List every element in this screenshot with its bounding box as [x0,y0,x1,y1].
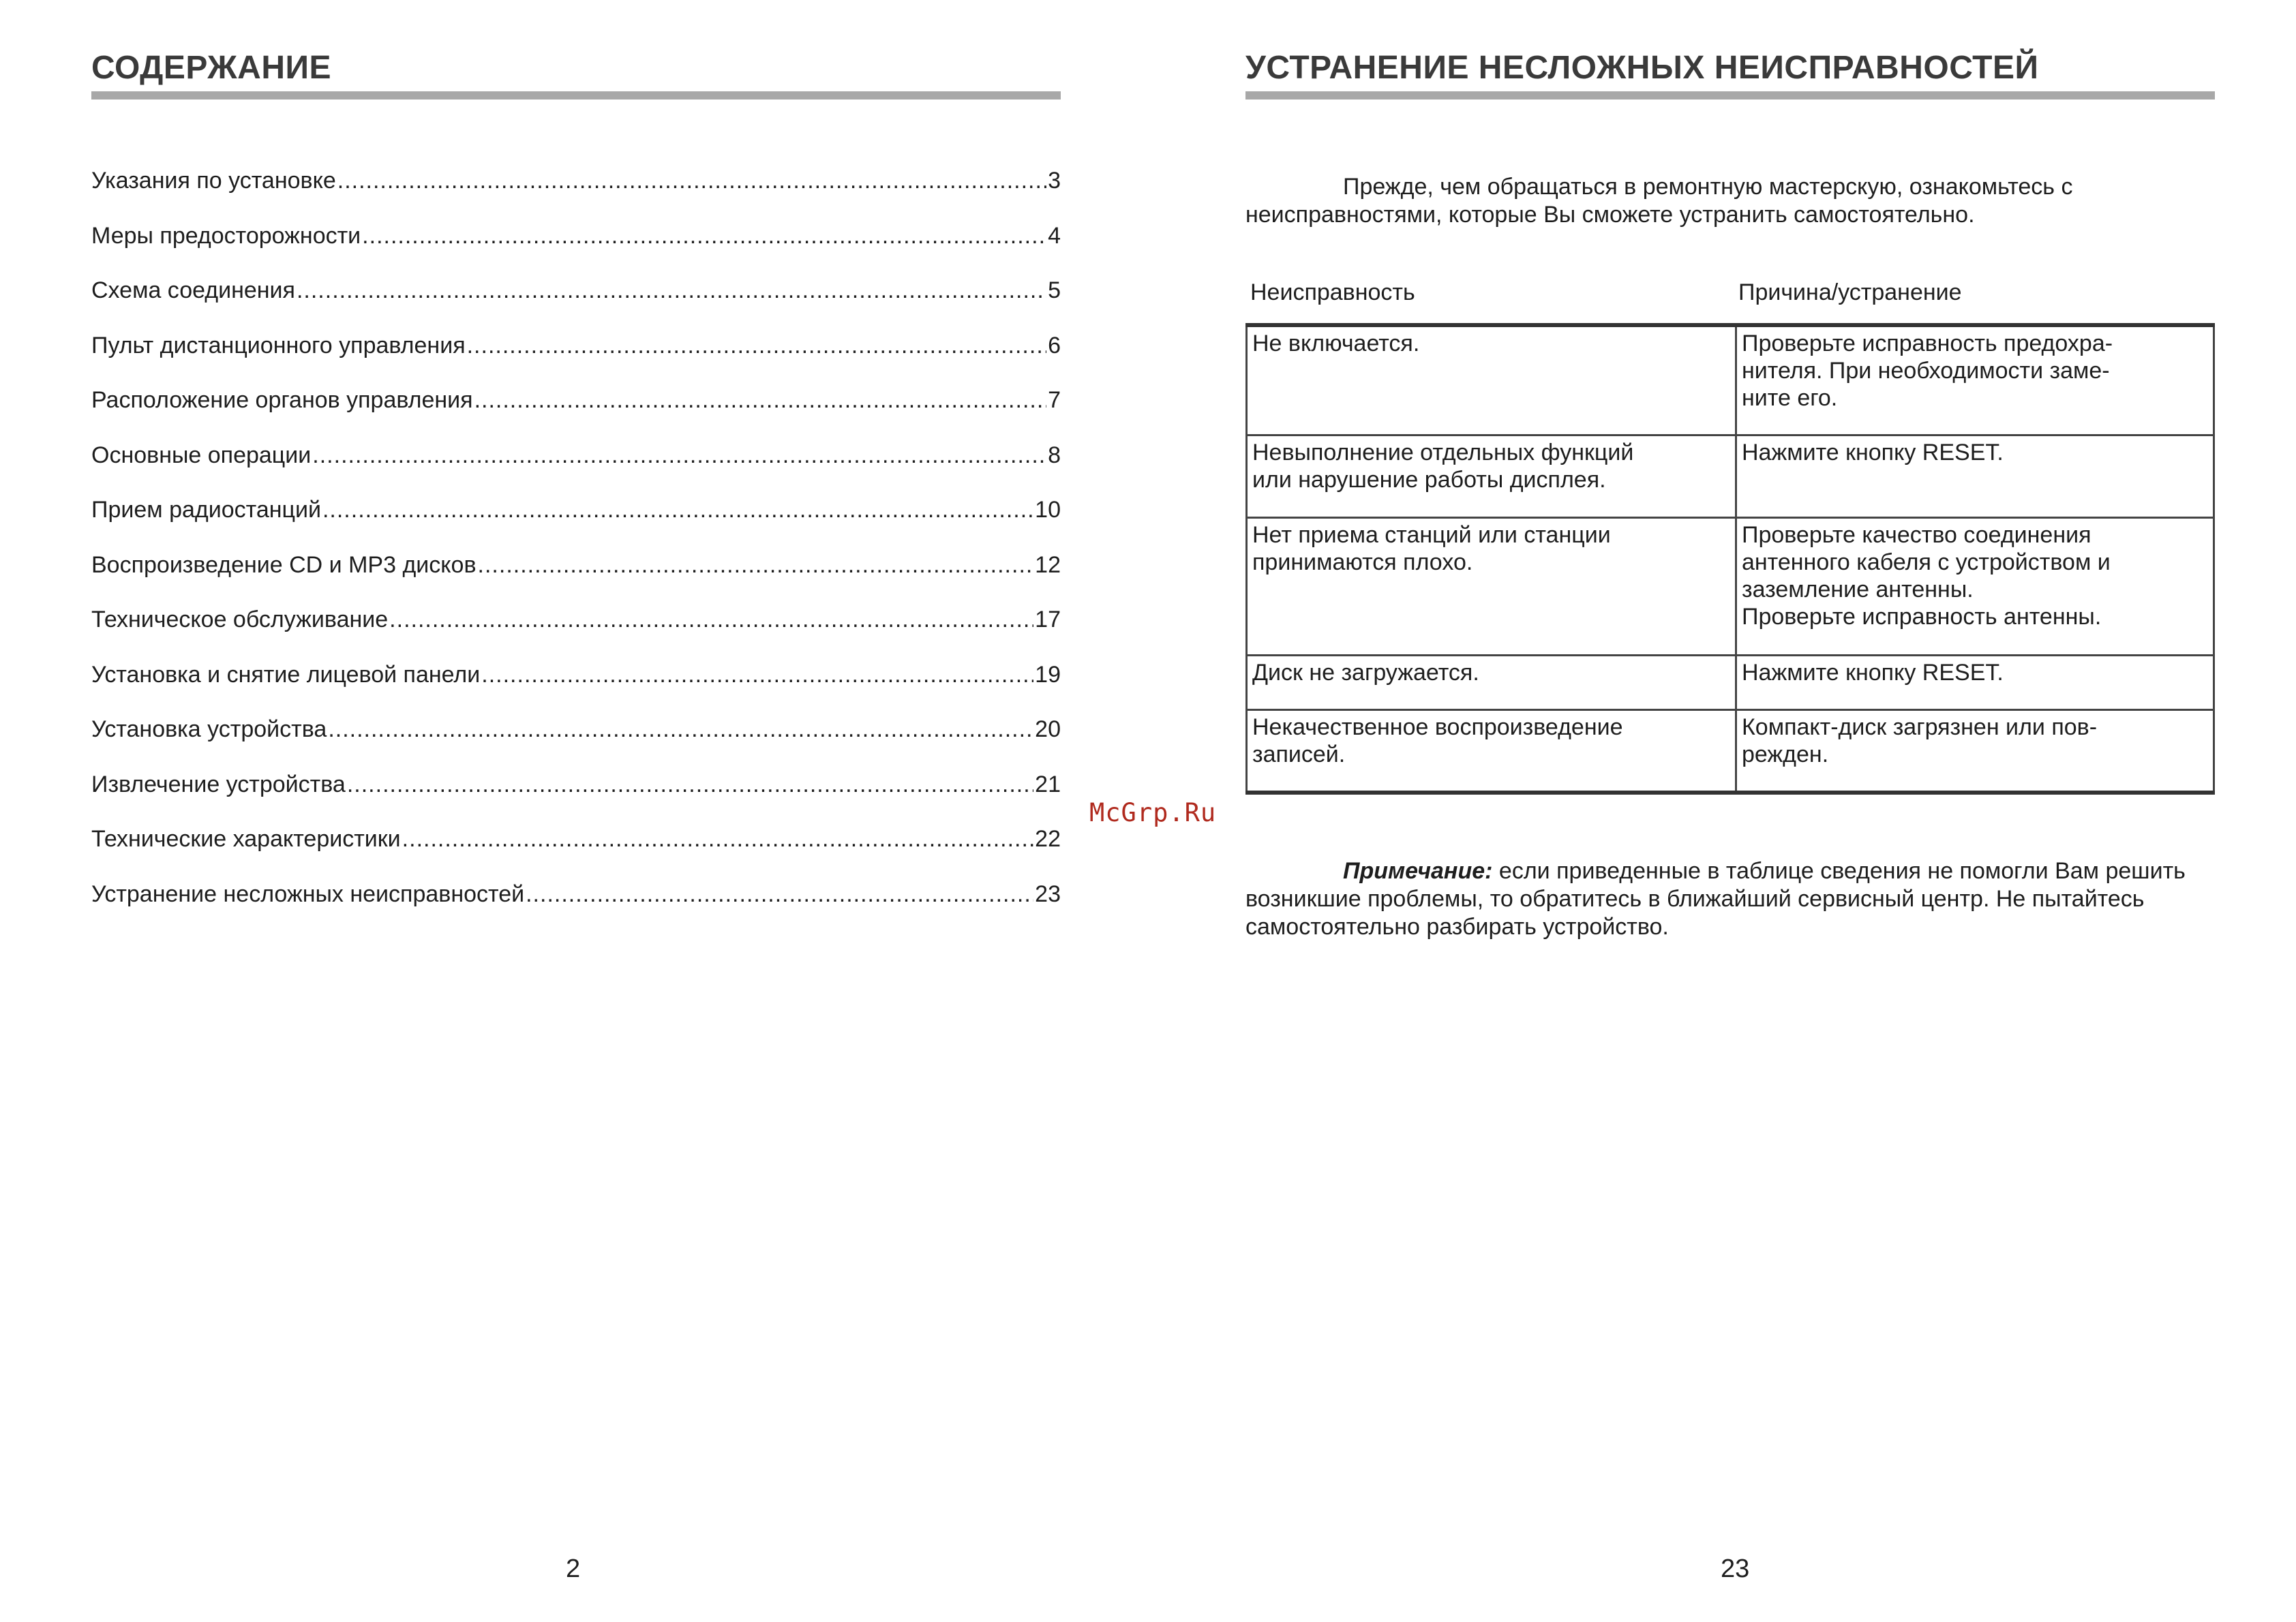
cause-cell [1736,435,2214,517]
toc-leader [328,716,1033,743]
cause-cell [1736,709,2214,793]
toc-title: Основные операции [91,442,312,468]
cell-line: Проверьте исправность предохра- [1742,331,2113,356]
watermark: McGrp.Ru [1089,798,1217,827]
cell-line: Компакт-диск загрязнен или пов- [1742,714,2098,740]
toc-leader [297,277,1046,304]
heading-rule [91,91,1061,100]
toc-item[interactable] [91,662,1061,717]
cell-line: Невыполнение отдельных функций [1252,439,1634,465]
toc-list [91,168,1061,936]
table-row [1247,655,2214,709]
toc-item[interactable] [91,826,1061,881]
table-row [1247,517,2214,655]
toc-page-number: 21 [1035,771,1061,797]
cell-line: Некачественное воспроизведение [1252,714,1623,740]
toc-title: Воспроизведение CD и MP3 дисков [91,551,477,578]
toc-title: Устранение несложных неисправностей [91,881,525,907]
toc-item[interactable] [91,771,1061,827]
table-row [1247,435,2214,517]
fault-cell [1247,435,1736,517]
toc-page-number: 17 [1035,607,1061,632]
cell-line: Проверьте исправность антенны. [1742,603,2102,630]
note-label: Примечание: [1343,858,1493,884]
troubleshooting-heading: УСТРАНЕНИЕ НЕСЛОЖНЫХ НЕИСПРАВНОСТЕЙ [1245,50,2039,86]
toc-leader [322,497,1033,523]
cell-line: антенного кабеля с устройством и [1742,549,2111,575]
cell-line: или нарушение работы дисплея. [1252,466,1606,493]
cell-line: заземление антенны. [1742,576,1974,602]
toc-leader [474,387,1047,414]
right-page [1148,0,2296,1622]
toc-title: Технические характеристики [91,826,401,852]
cell-line: ните его. [1742,385,1838,411]
toc-item[interactable] [91,168,1061,223]
cell-line: Диск не загружается. [1252,659,1479,686]
toc-page-number: 8 [1048,442,1061,468]
table-row [1247,325,2214,435]
toc-page-number: 7 [1048,387,1061,413]
table-row [1247,709,2214,793]
fault-cell [1247,709,1736,793]
cell-line: Нет приема станций или станции [1252,521,1611,548]
toc-title: Прием радиостанций [91,497,321,523]
cell-line: Нажмите кнопку RESET. [1742,439,2004,465]
column-header-cause: Причина/устранение [1738,279,1962,305]
fault-cell [1247,655,1736,709]
toc-item[interactable] [91,277,1061,333]
cell-line: Не включается. [1252,331,1420,356]
toc-leader [362,223,1046,249]
cause-cell [1736,655,2214,709]
toc-item[interactable] [91,552,1061,607]
toc-leader [347,771,1033,798]
heading-rule [1245,91,2215,100]
toc-page-number: 10 [1035,497,1061,523]
toc-leader [337,168,1046,194]
toc-leader [481,662,1033,688]
toc-page-number: 4 [1048,222,1061,249]
toc-title: Установка устройства [91,716,327,742]
toc-item[interactable] [91,387,1061,442]
toc-item[interactable] [91,716,1061,771]
table-header [1245,279,2214,320]
troubleshooting-table [1245,323,2215,795]
toc-title: Установка и снятие лицевой панели [91,661,481,688]
toc-leader [526,881,1033,908]
fault-cell [1247,325,1736,435]
toc-page-number: 22 [1035,826,1061,852]
cell-line: режден. [1742,741,1829,767]
toc-title: Меры предосторожности [91,222,361,249]
toc-page-number: 5 [1048,277,1061,303]
toc-leader [402,826,1034,853]
toc-title: Указания по установке [91,168,336,194]
toc-item[interactable] [91,223,1061,278]
toc-page-number: 19 [1035,661,1061,688]
toc-page-number: 3 [1048,168,1061,194]
cell-line: принимаются плохо. [1252,549,1473,575]
toc-leader [389,607,1033,633]
toc-title: Схема соединения [91,277,295,303]
toc-title: Техническое обслуживание [91,607,389,632]
toc-item[interactable] [91,442,1061,498]
page-number: 23 [1721,1555,1750,1583]
page-number: 2 [566,1555,581,1583]
fault-cell [1247,517,1736,655]
cell-line: Нажмите кнопку RESET. [1742,659,2004,686]
toc-item[interactable] [91,497,1061,552]
toc-title: Расположение органов управления [91,387,473,413]
toc-page-number: 23 [1035,881,1061,907]
cause-cell [1736,325,2214,435]
note-paragraph [1245,857,2200,941]
toc-leader [312,442,1046,469]
column-header-fault: Неисправность [1250,279,1415,305]
cell-line: Проверьте качество соединения [1742,521,2091,548]
toc-page-number: 20 [1035,716,1061,742]
note-text: если приведенные в таблице сведения не помогли Вам решить возникшие проблемы, то обратитесь в ближайший сервисный центр. Не пытайтесь самостоятельно разбирать устройство. [1245,858,2186,940]
toc-item[interactable] [91,333,1061,388]
toc-item[interactable] [91,881,1061,936]
cell-line: нителя. При необходимости заме- [1742,358,2110,384]
toc-page-number: 6 [1048,332,1061,358]
toc-heading: СОДЕРЖАНИЕ [91,50,331,86]
toc-leader [467,333,1046,359]
toc-leader [478,552,1034,579]
toc-title: Извлечение устройства [91,771,346,797]
intro-paragraph: Прежде, чем обращаться в ремонтную мастерскую, ознакомьтесь с неисправностями, которые Вы сможете устранить самостоятельно. [1245,174,2073,228]
toc-title: Пульт дистанционного управления [91,332,466,358]
toc-item[interactable] [91,607,1061,662]
toc-page-number: 12 [1035,551,1061,578]
cause-cell [1736,517,2214,655]
cell-line: записей. [1252,741,1346,767]
